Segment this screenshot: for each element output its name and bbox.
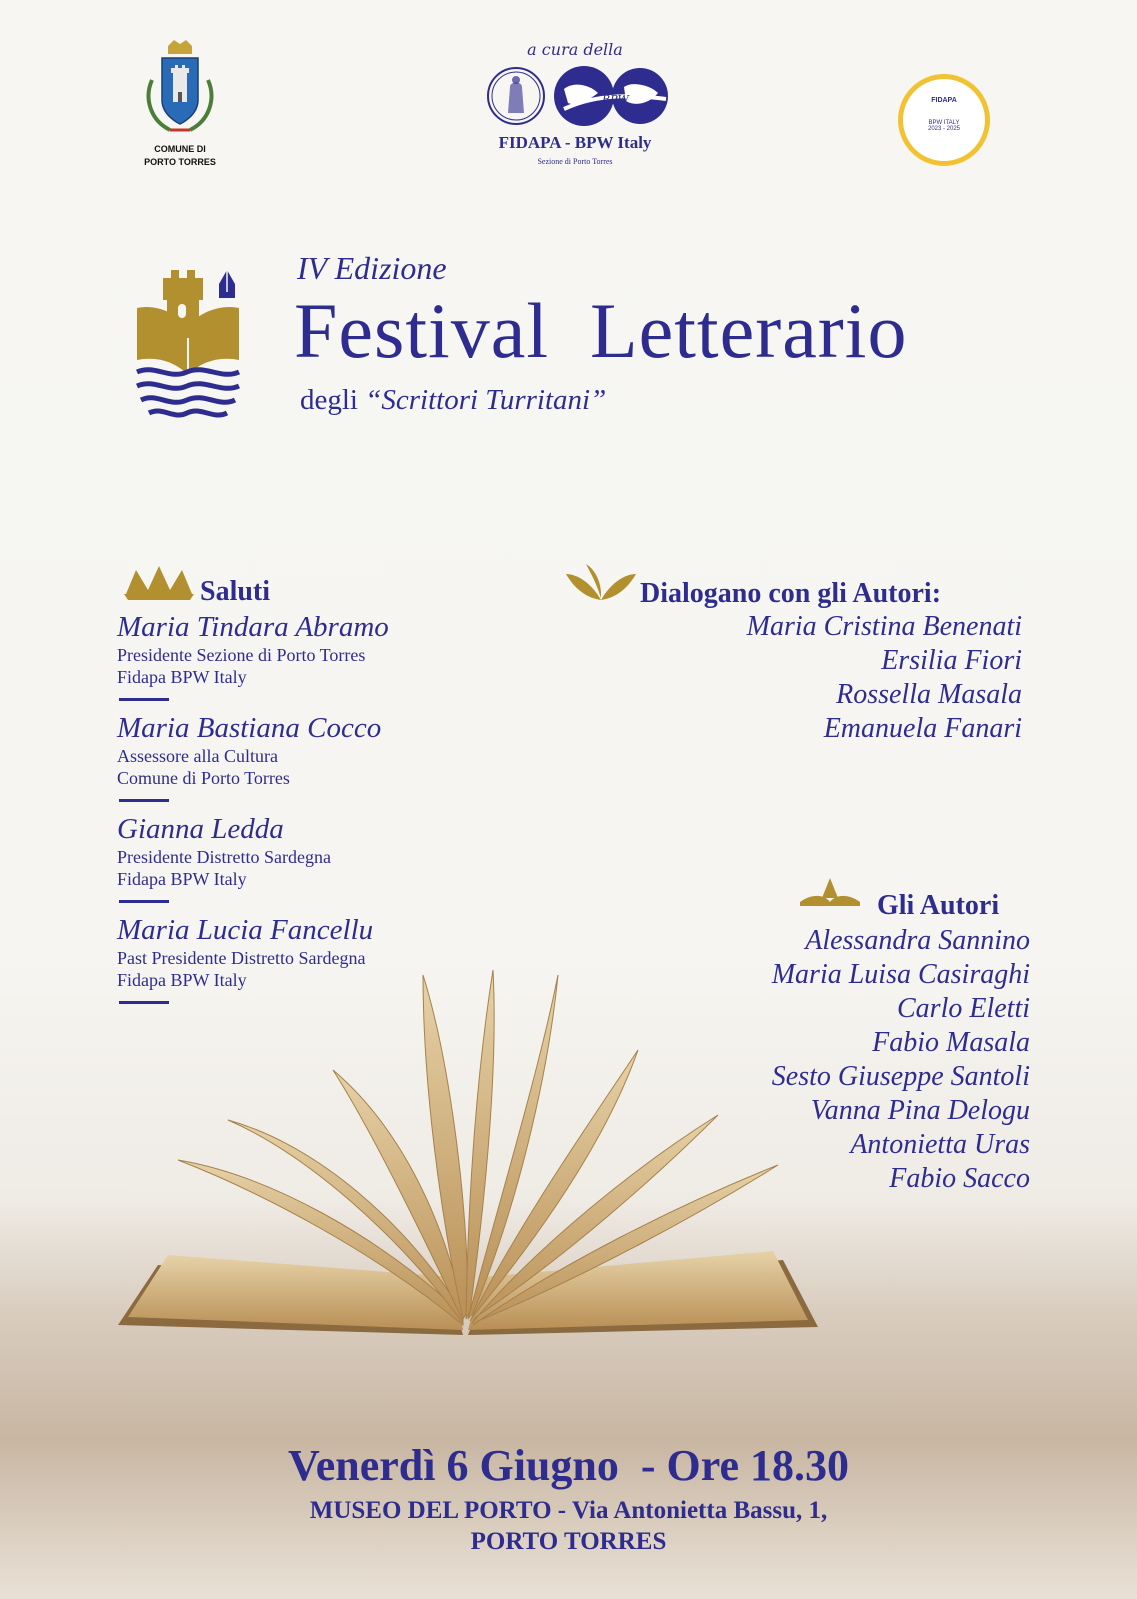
subtitle-italic: “Scrittori Turritani”: [365, 384, 607, 416]
moderator-name: Rossella Masala: [836, 679, 1022, 710]
subtitle-prefix: degli: [300, 384, 366, 416]
comune-label-line2: PORTO TORRES: [144, 157, 216, 167]
author-name: Antonietta Uras: [850, 1129, 1030, 1160]
greeting-org: Comune di Porto Torres: [117, 768, 290, 788]
event-venue: MUSEO DEL PORTO - Via Antonietta Bassu, 1,: [309, 1497, 828, 1524]
curated-by-label: a cura della: [527, 40, 623, 59]
open-book-photo: [118, 955, 830, 1355]
greeting-role: Past Presidente Distretto Sardegna: [117, 948, 366, 968]
badge-line1: FIDAPA: [931, 97, 957, 104]
moderator-name: Emanuela Fanari: [823, 713, 1022, 744]
book-icon: [800, 876, 860, 906]
event-date-time: Venerdì 6 Giugno - Ore 18.30: [287, 1441, 850, 1490]
greeting-name: Maria Tindara Abramo: [117, 611, 389, 643]
comune-crest-icon: [140, 38, 220, 138]
greeting-item: [117, 812, 537, 903]
dialogano-list: [747, 610, 1022, 746]
divider: [119, 799, 169, 802]
author-name: Fabio Masala: [872, 1027, 1030, 1058]
organization-name: FIDAPA - BPW Italy: [498, 133, 652, 152]
divider: [119, 900, 169, 903]
book-icon: [566, 560, 636, 604]
author-name: Sesto Giuseppe Santoli: [771, 1061, 1030, 1092]
author-name: Alessandra Sannino: [805, 925, 1030, 956]
badge-line2: BPW ITALY: [928, 120, 960, 126]
greeting-org: Fidapa BPW Italy: [117, 869, 247, 889]
saluti-list: [117, 610, 537, 1014]
greeting-role: Assessore alla Cultura: [117, 746, 278, 766]
edition-label: IV Edizione: [297, 250, 447, 286]
badge-line3: 2023 - 2025: [927, 126, 961, 132]
greeting-org: Fidapa BPW Italy: [117, 970, 247, 990]
dialogano-heading: Dialogano con gli Autori:: [640, 578, 942, 609]
greeting-name: Gianna Ledda: [117, 813, 284, 845]
event-city: PORTO TORRES: [470, 1528, 667, 1555]
autori-heading: Gli Autori: [877, 890, 1000, 921]
section-label: Sezione di Porto Torres: [537, 157, 613, 166]
author-name: Carlo Eletti: [897, 993, 1030, 1024]
fidapa-logo-block: [470, 40, 680, 166]
divider: [119, 698, 169, 701]
fidapa-logo-icon: [480, 63, 670, 129]
greeting-item: [117, 610, 537, 701]
greeting-name: Maria Bastiana Cocco: [117, 712, 382, 744]
author-name: Fabio Sacco: [889, 1163, 1030, 1194]
festival-castle-book-icon: [135, 268, 245, 423]
moderator-name: Ersilia Fiori: [881, 645, 1022, 676]
festival-title: Festival Letterario: [294, 287, 908, 374]
greeting-name: Maria Lucia Fancellu: [117, 914, 374, 946]
author-name: Maria Luisa Casiraghi: [771, 959, 1030, 990]
comune-logo: [130, 38, 230, 168]
author-name: Vanna Pina Delogu: [810, 1095, 1030, 1126]
fidapa-badge: [898, 74, 990, 166]
svg-text:BPW: BPW: [602, 93, 629, 106]
greeting-role: Presidente Distretto Sardegna: [117, 847, 331, 867]
greeting-role: Presidente Sezione di Porto Torres: [117, 645, 366, 665]
book-icon: [124, 560, 194, 600]
bpw-globe-icon: [554, 66, 668, 126]
autori-list: [772, 924, 1030, 1196]
saluti-heading: Saluti: [200, 576, 271, 607]
comune-label-line1: COMUNE DI: [154, 144, 206, 154]
greeting-org: Fidapa BPW Italy: [117, 667, 247, 687]
festival-subtitle: [300, 384, 606, 417]
greeting-item: [117, 711, 537, 802]
moderator-name: Maria Cristina Benenati: [746, 611, 1022, 642]
